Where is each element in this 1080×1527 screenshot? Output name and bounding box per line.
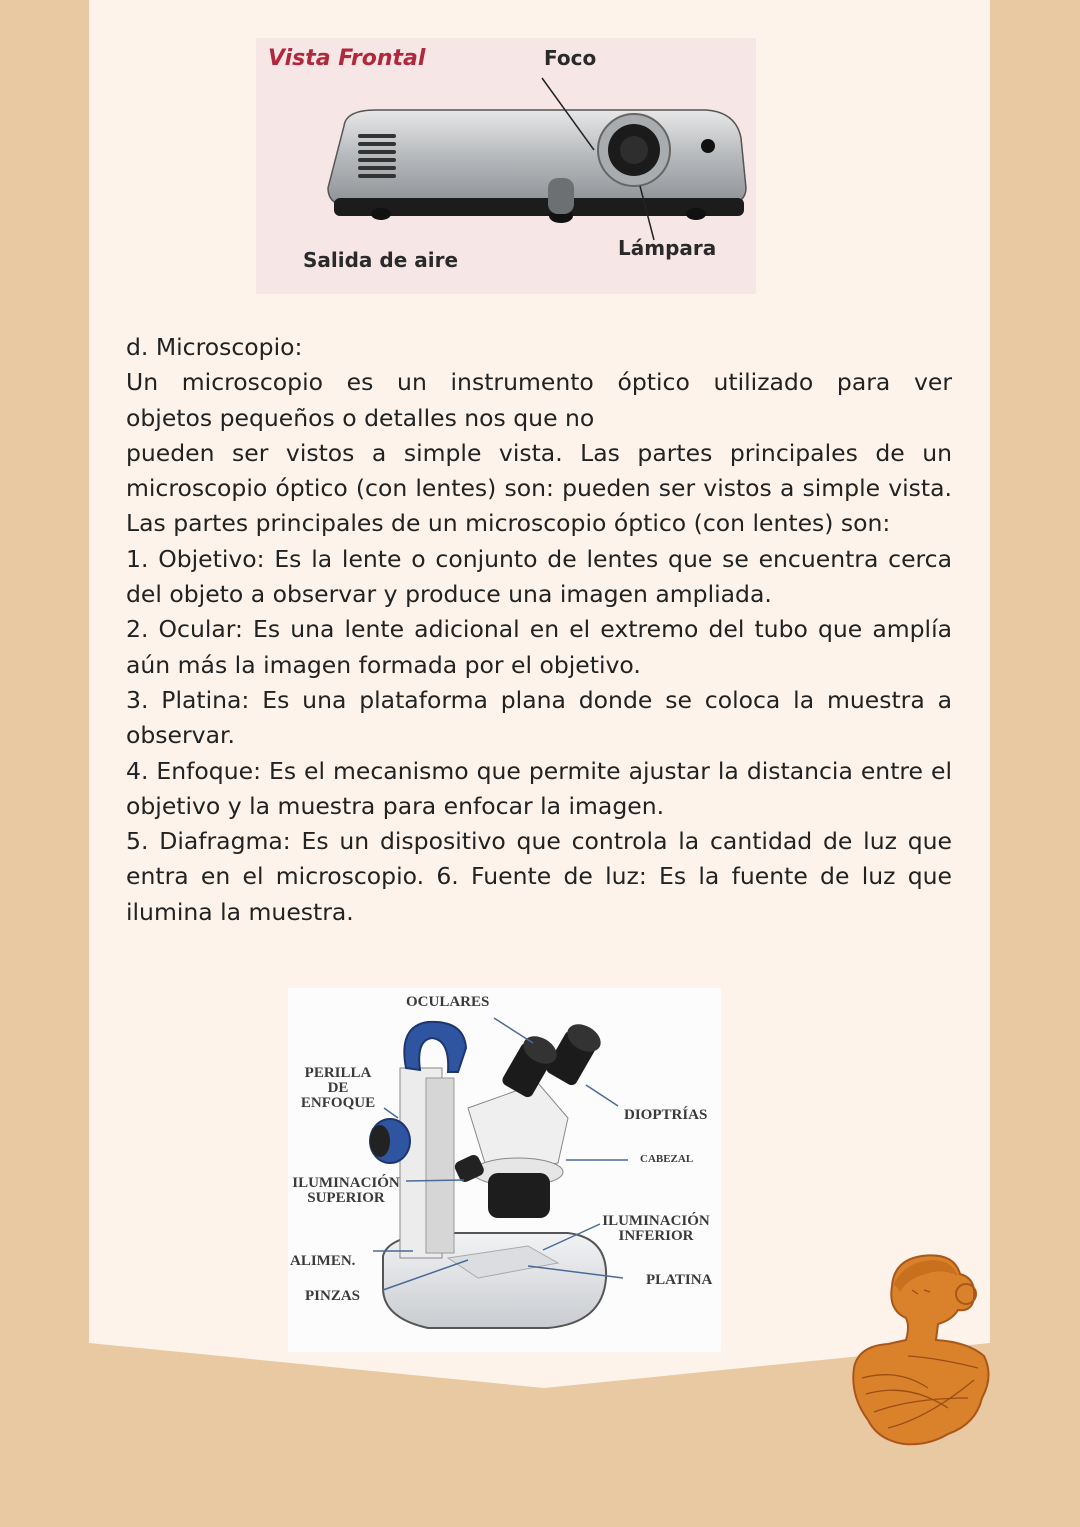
list-item-ocular: 2. Ocular: Es una lente adicional en el extremo del tubo que amplía aún más la imagen formada por el objetivo. (126, 615, 952, 679)
label-iluminacion: ILUMINACIÓN (292, 1175, 400, 1191)
label-lampara: Lámpara (618, 236, 717, 260)
label-perilla-de-enfoque (300, 1066, 376, 1111)
microscope-figure (288, 988, 721, 1352)
intro-paragraph: pueden ser vistos a simple vista. Las partes principales de un microscopio óptico (con lentes) son: pueden ser vistos a simple vista. Las partes principales de un microscopio óptico (con lentes) son: (126, 438, 952, 538)
list-item-objetivo: 1. Objetivo: Es la lente o conjunto de lentes que se encuentra cerca del objeto a observar y produce una imagen ampliada. (126, 544, 952, 609)
label-oculares: OCULARES (406, 994, 490, 1010)
label-cabezal: CABEZAL (640, 1153, 694, 1165)
label-iluminacion-superior (288, 1176, 404, 1206)
label-pinzas: PINZAS (305, 1288, 361, 1304)
figure-title: Vista Frontal (268, 46, 426, 71)
intro-line-2: objetos pequeños o detalles nos que no (126, 403, 595, 432)
list-item-diafragma-fuente: 5. Diafragma: Es un dispositivo que controla la cantidad de luz que entra en el microscopio. 6. Fuente de luz: Es la fuente de luz que ilumina la muestra. (126, 827, 952, 926)
classical-bust-decoration (848, 1248, 994, 1454)
label-foco: Foco (544, 46, 597, 70)
label-iluminacion: ILUMINACIÓN (602, 1213, 710, 1229)
list-item-platina: 3. Platina: Es una plataforma plana donde se coloca la muestra a observar. (126, 685, 952, 750)
intro-line-1: Un microscopio es un instrumento óptico utilizado para ver (126, 368, 952, 397)
section-heading: d. Microscopio: (126, 333, 303, 361)
label-inferior: INFERIOR (618, 1228, 694, 1244)
microscope-section (126, 330, 952, 930)
list-item-enfoque: 4. Enfoque: Es el mecanismo que permite ajustar la distancia entre el objetivo y la muestra para enfocar la imagen. (126, 756, 952, 820)
label-superior: SUPERIOR (307, 1190, 385, 1206)
label-enfoque: ENFOQUE (300, 1095, 376, 1111)
label-alimen: ALIMEN. (290, 1253, 356, 1269)
label-dioptrias: DIOPTRÍAS (624, 1107, 708, 1123)
label-iluminacion-inferior (596, 1214, 716, 1244)
label-salida-aire: Salida de aire (303, 248, 459, 272)
label-perilla: PERILLA (304, 1065, 372, 1081)
projector-figure (256, 38, 756, 294)
label-de: DE (327, 1080, 349, 1096)
label-platina: PLATINA (646, 1272, 713, 1288)
